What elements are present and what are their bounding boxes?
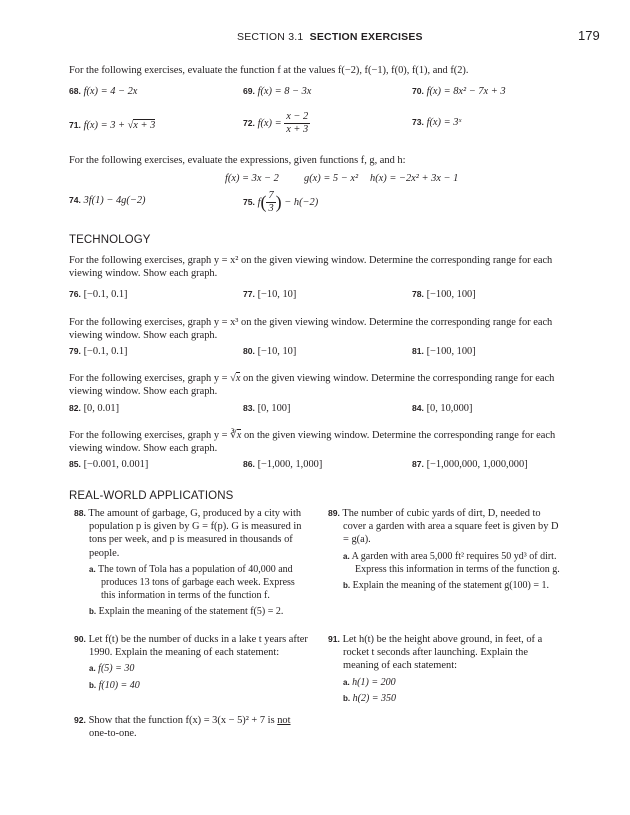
section-title: SECTION EXERCISES: [309, 31, 423, 43]
exercise-89: 89. The number of cubic yards of dirt, D, needed to cover a garden with area a square feet is given by D = g(a). a. A garden with area 5,000 ft² requires 50 yd³ of dirt. Express this information in terms of the function g. b. Explain the meaning of the statement g(100) = 1.: [328, 507, 563, 592]
exercise-80: 80. [−10, 10]: [243, 346, 297, 357]
technology-heading: TECHNOLOGY: [69, 234, 151, 246]
section-number: SECTION 3.1: [237, 31, 304, 43]
fraction: $\frac{7}{3}$: [268, 190, 274, 214]
exercise-76: 76. [−0.1, 0.1]: [69, 289, 128, 300]
exercise-79: 79. [−0.1, 0.1]: [69, 346, 128, 357]
exercise-68: 68. f(x) = 4 − 2x: [69, 86, 138, 97]
exercise-81: 81. [−100, 100]: [412, 346, 476, 357]
instructions-evaluate: For the following exercises, evaluate the function f at the values f(−2), f(−1), f(0), f(1), and f(2).: [69, 65, 469, 76]
realworld-heading: REAL-WORLD APPLICATIONS: [69, 490, 234, 502]
exercise-74: 74. 3f(1) − 4g(−2): [69, 195, 146, 206]
exercise-90-part-a: a. f(5) = 30: [89, 663, 135, 675]
exercise-85: 85. [−0.001, 0.001]: [69, 459, 149, 470]
exercise-88-part-b: b. Explain the meaning of the statement f(5) = 2.: [89, 606, 284, 618]
exercise-88-part-a: a. The town of Tola has a population of 40,000 and produces 13 tons of garbage each week. Express this information in terms of the function f.: [89, 563, 295, 602]
exercise-72: 72. f(x) = $\frac{x - 2}{x + 3}$: [243, 111, 309, 135]
instructions-graph-square: For the following exercises, graph y = x² on the given viewing window. Determine the corresponding range for each viewing window. Show each graph.: [69, 255, 553, 280]
exercise-90: 90. Let f(t) be the number of ducks in a lake t years after 1990. Explain the meaning of each statement: a. f(5) = 30 b. f(10) = 40: [74, 634, 308, 691]
exercise-75: 75. f( $\frac{7}{3}$ ) − h(−2): [243, 190, 319, 214]
exercise-91-part-b: b. h(2) = 350: [343, 692, 397, 704]
instructions-expressions: For the following exercises, evaluate the expressions, given functions f, g, and h:: [69, 155, 406, 166]
page-number: 179: [578, 28, 600, 43]
exercise-83: 83. [0, 100]: [243, 403, 291, 414]
exercise-82: 82. [0, 0.01]: [69, 403, 120, 414]
running-header: [237, 31, 423, 44]
given-h: h(x) = −2x² + 3x − 1: [370, 173, 459, 184]
exercise-78: 78. [−100, 100]: [412, 289, 476, 300]
exercise-69: 69. f(x) = 8 − 3x: [243, 86, 312, 97]
instructions-graph-cuberoot: For the following exercises, graph y = ∛x on the given viewing window. Determine the corresponding range for each viewing window. Show each graph.: [69, 430, 556, 455]
instructions-graph-sqrt: For the following exercises, graph y = √x on the given viewing window. Determine the corresponding range for each viewing window. Show each graph.: [69, 373, 555, 398]
exercise-89-part-b: b. Explain the meaning of the statement g(100) = 1.: [343, 580, 550, 592]
given-f: f(x) = 3x − 2: [225, 173, 279, 184]
exercise-91: 91. Let h(t) be the height above ground, in feet, of a rocket t seconds after launching. Explain the meaning of each statement: a. h(1) = 200 b. h(2) = 350: [328, 633, 563, 705]
exercise-90-part-b: b. f(10) = 40: [89, 679, 140, 691]
given-g: g(x) = 5 − x²: [304, 173, 359, 184]
fraction: $\frac{x - 2}{x + 3}$: [286, 111, 309, 135]
exercise-92: 92. Show that the function f(x) = 3(x − 5)² + 7 is not one-to-one.: [74, 715, 291, 740]
exercise-77: 77. [−10, 10]: [243, 289, 297, 300]
exercise-71: 71. f(x) = 3 + √x + 3: [69, 120, 156, 131]
exercise-91-part-a: a. h(1) = 200: [343, 676, 396, 688]
exercise-84: 84. [0, 10,000]: [412, 403, 473, 414]
instructions-graph-cube: For the following exercises, graph y = x³ on the given viewing window. Determine the corresponding range for each viewing window. Show each graph.: [69, 317, 553, 342]
exercise-73: 73. f(x) = 3ˣ: [412, 117, 462, 128]
exercise-86: 86. [−1,000, 1,000]: [243, 459, 323, 470]
exercise-89-part-a: a. A garden with area 5,000 ft² requires 50 yd³ of dirt. Express this information in terms of the function g.: [343, 550, 560, 575]
exercise-88: 88. The amount of garbage, G, produced by a city with population p is given by G = f(p). G is measured in tons per week, and p is measured in thousands of people. a. The town of Tola has a population of 40,000 and produces 13 tons of garbage each week. Express this information in terms of the function f. b. Explain the meaning of the statement f(5) = 2.: [74, 507, 309, 619]
exercise-87: 87. [−1,000,000, 1,000,000]: [412, 459, 528, 470]
exercise-70: 70. f(x) = 8x² − 7x + 3: [412, 86, 506, 97]
